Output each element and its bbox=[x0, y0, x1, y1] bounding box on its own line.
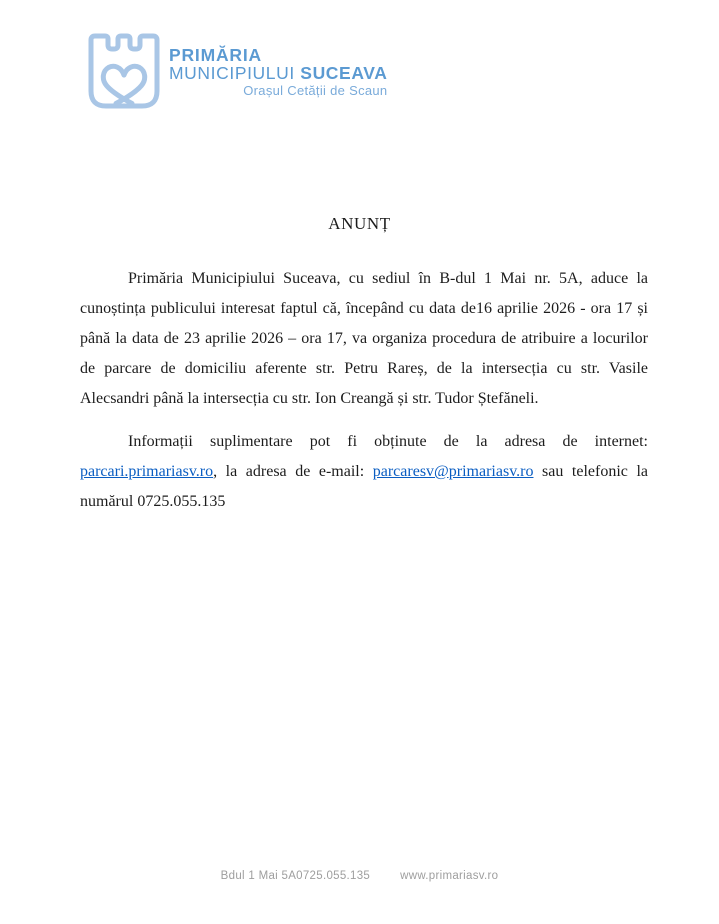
logo-org-name-line2 bbox=[169, 64, 387, 83]
body-paragraph-2 bbox=[80, 427, 648, 517]
footer-address-phone: Bdul 1 Mai 5A0725.055.135 bbox=[220, 870, 371, 882]
announcement-title: ANUNȚ bbox=[328, 214, 391, 233]
parking-website-link[interactable]: parcari.primariasv.ro bbox=[80, 463, 214, 480]
parking-email-link[interactable]: parcaresv@primariasv.ro bbox=[372, 463, 534, 480]
logo-org-name-line1: PRIMĂRIA bbox=[169, 45, 262, 65]
city-hall-logo bbox=[88, 33, 387, 109]
body-paragraph-1: Primăria Municipiului Suceava, cu sediul în B-dul 1 Mai nr. 5A, aduce la cunoștința publicului interesat faptul că, începând cu data de16 aprilie 2026 - ora 17 și până la data de 23 aprilie 2026 – ora 17, va organiza procedura de atribuire a locurilor de parcare de domiciliu aferente str. Petru Rareș, de la intersecția cu str. Vasile Alecsandri până la intersecția cu str. Ion Creangă și str. Tudor Ștefăneli. bbox=[80, 270, 648, 407]
footer-website: www.primariasv.ro bbox=[400, 870, 499, 882]
paragraph-2-segment-1: Informații suplimentare pot fi obținute de la adresa de internet: bbox=[128, 433, 648, 450]
paragraph-2-segment-2: , la adresa de e-mail: bbox=[213, 463, 373, 480]
paragraph-2-segment-3: sau telefonic la numărul 0725.055.135 bbox=[80, 463, 649, 510]
page-footer bbox=[0, 869, 719, 883]
logo-text-block bbox=[169, 33, 387, 99]
logo-org-name-line2-bold: SUCEAVA bbox=[300, 63, 388, 83]
logo-org-name-line2-regular: MUNICIPIULUI bbox=[169, 63, 301, 83]
logo-tagline: Orașul Cetății de Scaun bbox=[243, 83, 388, 98]
castle-heart-icon bbox=[88, 33, 160, 109]
